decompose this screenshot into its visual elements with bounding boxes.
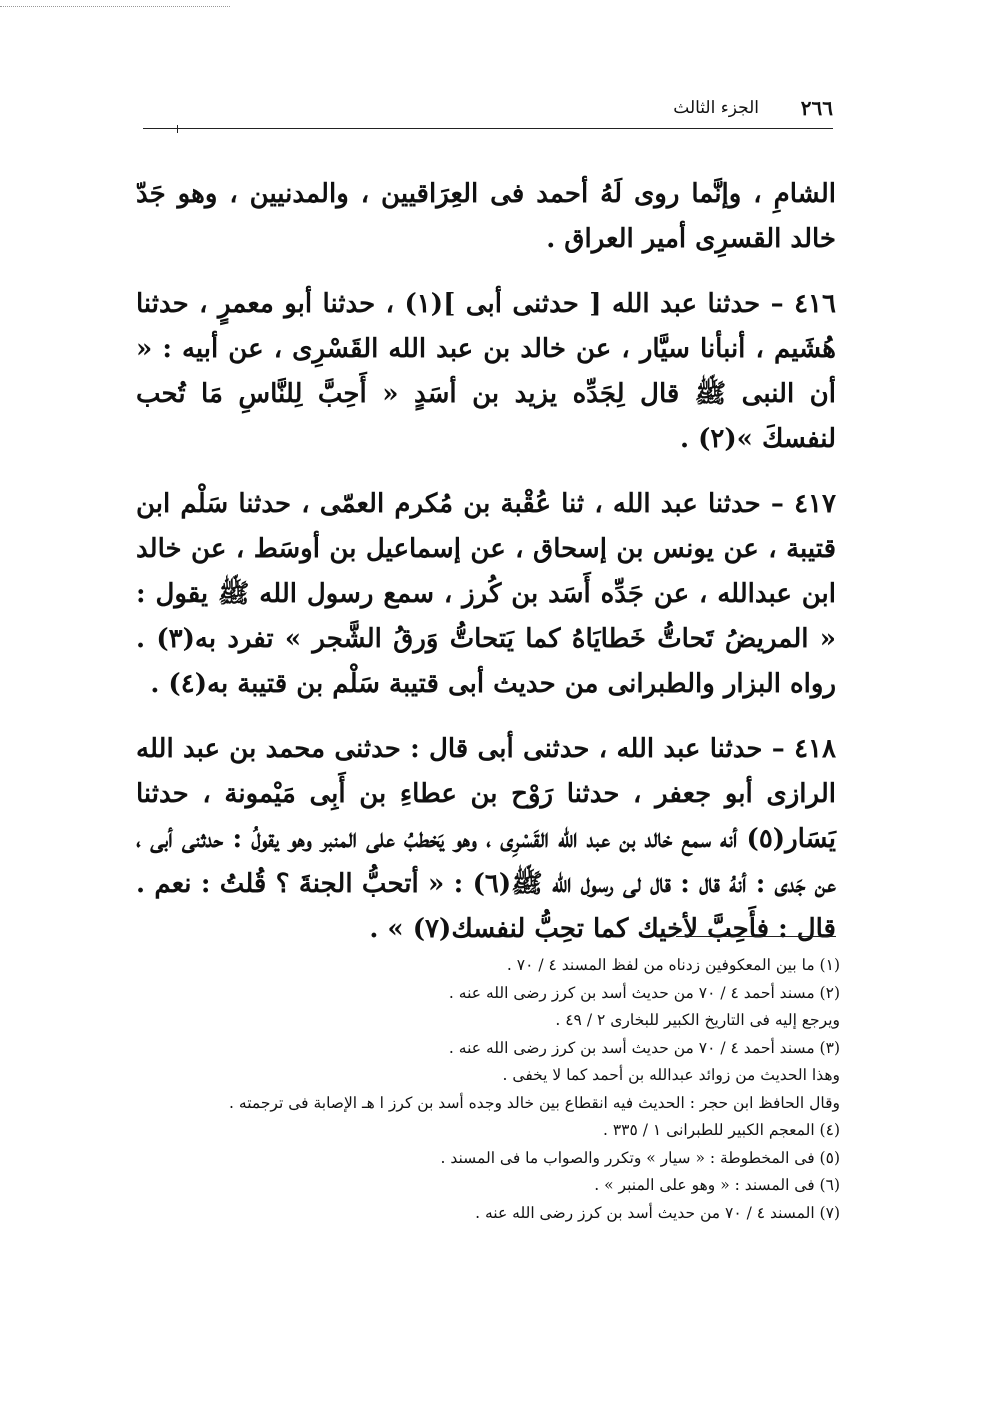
paragraph-text: حدثنا عبد الله ، حدثنى أبى قال : حدثنى محمد بن عبد الله الرازى أبو جعفر ، حدثنا رَوْح بن عطاءِ بن أَبِى مَيْمونة ، حدثنا يَسَار(٥) أنه سمع خالد بن عبد الله القَسْرِى ، وهو يَخطبُ على المنبر وهو يقولُ : حدثنى أبى ، عن جَدى : أنهُ قال : قال لى رسول الله ﷺ(٦) : « أتحبُّ الجنةَ ؟ قُلتُ : نعم . قال : فأَحِبَّ لأخيك كما تحِبُّ لنفسك(٧) » .	[136, 734, 836, 944]
footnote-3-continued: وهذا الحديث من زوائد عبدالله بن أحمد كما لا يخفى .	[502, 1066, 840, 1084]
page-header	[143, 96, 833, 126]
footnote-6: (٦) فى المسند : « وهو على المنبر » .	[594, 1176, 840, 1194]
hadith-number: ٤١٧ –	[770, 489, 836, 519]
hadith-416	[136, 282, 836, 462]
footnote-4: (٤) المعجم الكبير للطبرانى ١ / ٣٣٥ .	[602, 1121, 840, 1139]
rule-tick	[177, 125, 178, 133]
paragraph-text: الشامِ ، وإنَّما روى لَهُ أحمد فى العِرَاقيين ، والمدنيين ، وهو جَدّ خالد القسرِى أمير العراق .	[136, 179, 836, 254]
header-rule	[143, 128, 833, 129]
hadith-number: ٤١٦ –	[770, 289, 836, 319]
volume-title: الجزء الثالث	[673, 98, 759, 118]
footnote-5: (٥) فى المخطوطة : « سيار » وتكرر والصواب ما فى المسند .	[440, 1148, 840, 1167]
scan-edge-mark	[0, 6, 230, 7]
footnote-3: (٣) مسند أحمد ٤ / ٧٠ من حديث أسد بن كرز رضى الله عنه .	[448, 1038, 840, 1057]
hadith-417	[136, 482, 836, 707]
footnote-7: (٧) المسند ٤ / ٧٠ من حديث أسد بن كرز رضى الله عنه .	[475, 1203, 840, 1222]
page-number: ٢٦٦	[800, 96, 833, 120]
footnote-2-continued: ويرجع إليه فى التاريخ الكبير للبخارى ٢ / ٤٩ .	[555, 1011, 840, 1029]
hadith-number: ٤١٨ –	[771, 734, 836, 764]
paragraph-text: حدثنا عبد الله [ حدثنى أبى ](١) ، حدثنا أبو معمرٍ ، حدثنا هُشَيم ، أنبأنا سيَّار ، عن خالد بن عبد الله القَسْرِى ، عن أبيه : « أن النبى ﷺ قال لِجَدِّه يزيد بن أسَدٍ « أَحِبَّ لِلنَّاسِ مَا تُحب لنفسكَ »(٢) .	[136, 289, 836, 454]
hadith-418	[136, 727, 836, 952]
footnote-2: (٢) مسند أحمد ٤ / ٧٠ من حديث أسد بن كرز رضى الله عنه .	[448, 983, 840, 1002]
footnote-rule	[676, 936, 836, 937]
main-text	[136, 172, 836, 972]
footnote-3-ibn-hajar: وقال الحافظ ابن حجر : الحديث فيه انقطاع بين خالد وجده أسد بن كرز ا هـ الإصابة فى ترجمته .	[229, 1093, 840, 1112]
paragraph-continuation	[136, 172, 836, 262]
footnotes	[128, 952, 840, 1227]
paragraph-text: حدثنا عبد الله ، ثنا عُقْبة بن مُكرم العمّى ، حدثنا سَلْم ابن قتيبة ، عن يونس بن إسحاق ، عن إسماعيل بن أوسَط ، عن خالد ابن عبدالله ، عن جَدِّه أَسَد بن كُرز ، سمع رسول الله ﷺ يقول : « المريضُ تَحاتُّ خَطايَاهُ كما يَتحاتُّ وَرقُ الشَّجر » تفرد به(٣) . رواه البزار والطبرانى من حديث أبى قتيبة سَلْم بن قتيبة به(٤) .	[136, 489, 837, 699]
footnote-1: (١) ما بين المعكوفين زدناه من لفظ المسند ٤ / ٧٠ .	[506, 956, 840, 974]
